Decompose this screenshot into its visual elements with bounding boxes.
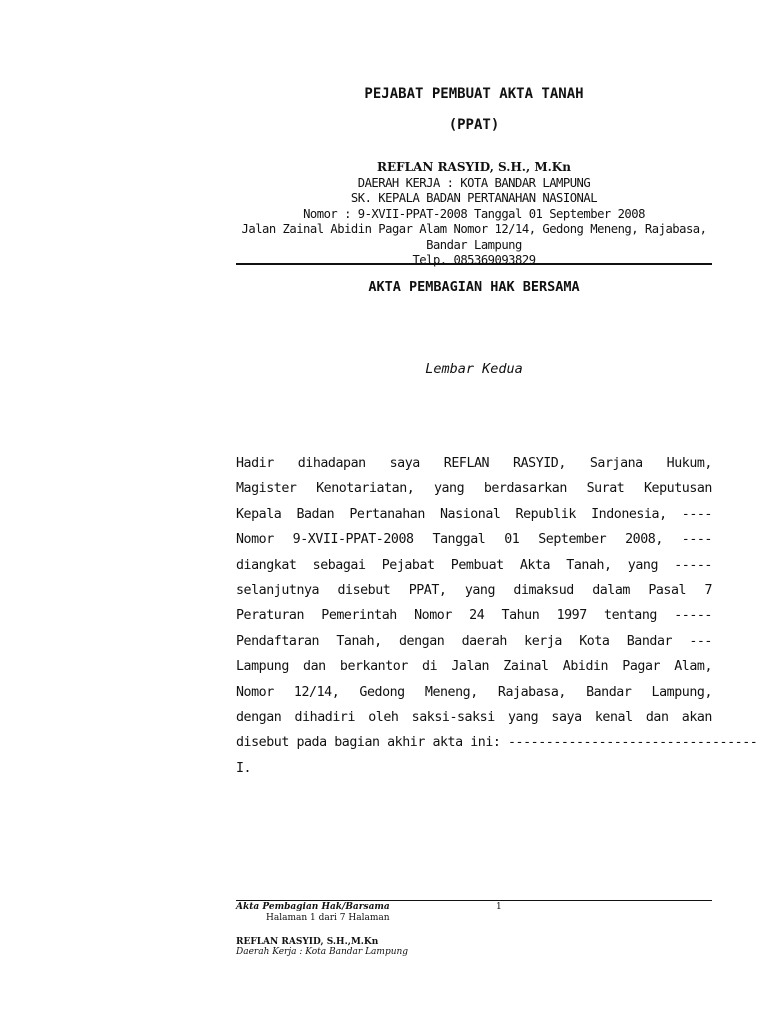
letterhead-line: Nomor : 9-XVII-PPAT-2008 Tanggal 01 September 2008 (303, 206, 645, 221)
footer-work-area: Daerah Kerja : Kota Bandar Lampung (236, 947, 409, 957)
deed-title: AKTA PEMBAGIAN HAK BERSAMA (368, 279, 580, 295)
footer-divider (236, 900, 712, 901)
office-abbreviation: (PPAT) (448, 117, 500, 133)
sheet-label: Lembar Kedua (425, 361, 523, 377)
body-line: Nomor 12/14, Gedong Meneng, Rajabasa, Bandar Lampung, (236, 684, 712, 700)
header-divider (236, 263, 712, 265)
letterhead (236, 160, 712, 269)
footer-page-number: 1 (496, 902, 502, 912)
letterhead-line: Telp. 085369093829 (412, 253, 536, 267)
body-line: I. (236, 760, 252, 776)
body-line: dengan dihadiri oleh saksi-saksi yang saya kenal dan akan (236, 710, 712, 726)
letterhead-line: Jalan Zainal Abidin Pagar Alam Nomor 12/14, Gedong Meneng, Rajabasa, (241, 222, 707, 236)
body-line: Lampung dan berkantor di Jalan Zainal Abidin Pagar Alam, (236, 659, 712, 675)
footer-doc-title: Akta Pembagian Hak/Barsama (236, 902, 390, 912)
body-line: Pendaftaran Tanah, dengan daerah kerja Kota Bandar --- (236, 633, 712, 649)
official-name: REFLAN RASYID, S.H., M.Kn (377, 160, 571, 174)
deed-body (236, 451, 758, 781)
body-line: Peraturan Pemerintah Nomor 24 Tahun 1997 tentang ----- (236, 608, 712, 624)
body-line: Hadir dihadapan saya REFLAN RASYID, Sarjana Hukum, (236, 456, 712, 471)
body-line: Nomor 9-XVII-PPAT-2008 Tanggal 01 September 2008, ---- (236, 532, 712, 548)
body-line: Magister Kenotariatan, yang berdasarkan Surat Keputusan (236, 481, 712, 497)
body-line: disebut pada bagian akhir akta ini: --------------------------------- (236, 735, 758, 751)
footer-official-name: REFLAN RASYID, S.H.,M.Kn (236, 937, 379, 947)
letterhead-line: SK. KEPALA BADAN PERTANAHAN NASIONAL (350, 191, 598, 205)
office-title: PEJABAT PEMBUAT AKTA TANAH (364, 86, 584, 102)
letterhead-line: DAERAH KERJA : KOTA BANDAR LAMPUNG (357, 175, 591, 190)
footer-page-count: Halaman 1 dari 7 Halaman (266, 913, 390, 923)
body-line: diangkat sebagai Pejabat Pembuat Akta Tanah, yang ----- (236, 557, 712, 573)
body-line: Kepala Badan Pertanahan Nasional Republik Indonesia, ---- (236, 506, 712, 522)
letterhead-line: Bandar Lampung (426, 237, 522, 252)
body-line: selanjutnya disebut PPAT, yang dimaksud dalam Pasal 7 (236, 583, 712, 599)
